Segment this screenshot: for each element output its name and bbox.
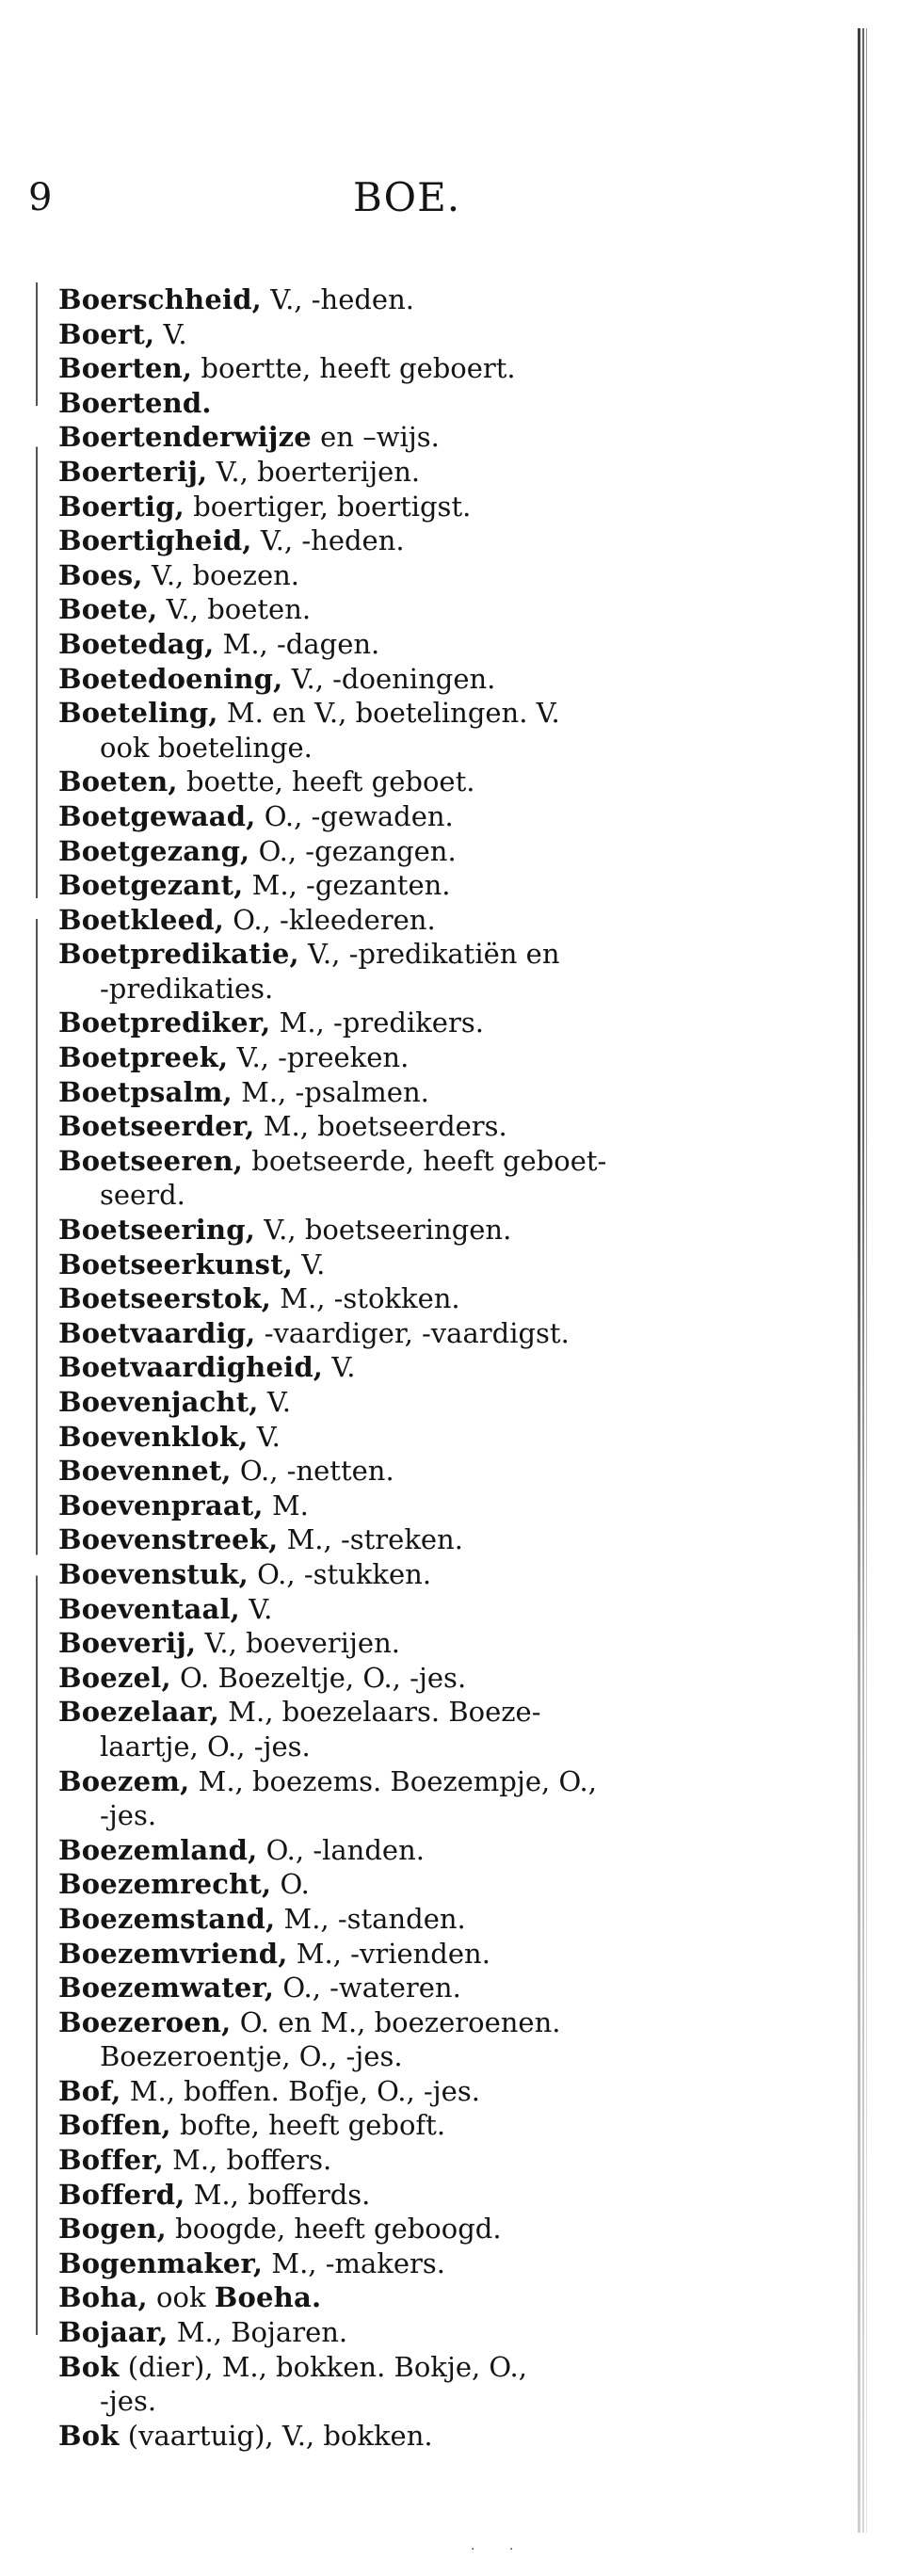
entry-headword: Boezemrecht, <box>58 1868 272 1901</box>
dictionary-entry <box>58 1040 736 1075</box>
dictionary-entry <box>58 1557 736 1592</box>
dictionary-entry <box>58 386 736 421</box>
entry-headword: Boertigheid, <box>58 524 252 557</box>
dictionary-entry <box>58 1213 736 1248</box>
dictionary-entry <box>58 523 736 558</box>
entry-definition: M., -makers. <box>263 2246 446 2279</box>
entry-continuation: Boezeroentje, O., -jes. <box>100 2040 403 2073</box>
entry-headword: Boetpredikatie, <box>58 938 299 971</box>
entry-headword: Boevennet, <box>58 1455 232 1488</box>
entry-definition: O., -netten. <box>231 1455 394 1488</box>
entry-headword: Boffer, <box>58 2144 164 2177</box>
entry-definition: M., bofferds. <box>185 2178 371 2211</box>
entry-definition: V., -heden. <box>261 283 414 315</box>
entry-definition: V., boeten. <box>157 593 312 626</box>
entry-definition: V., -heden. <box>251 524 405 557</box>
entry-headword: Boetprediker, <box>58 1006 271 1039</box>
entry-headword: Boeteling, <box>58 697 218 730</box>
entry-headword: Boerschheid, <box>58 283 262 315</box>
entry-definition: V. <box>323 1351 356 1384</box>
entry-list <box>58 282 736 2453</box>
dictionary-entry <box>58 1006 736 1040</box>
dictionary-entry <box>58 765 736 799</box>
entry-definition: V., boeverijen. <box>196 1627 400 1660</box>
entry-headword: Boetvaardigheid, <box>58 1351 324 1384</box>
dictionary-entry <box>58 1867 736 1902</box>
dictionary-entry <box>58 1833 736 1868</box>
page-number: 9 <box>28 176 53 219</box>
dictionary-entry <box>58 2074 736 2109</box>
column-rule <box>36 282 38 2335</box>
entry-definition: M., -vrienden. <box>287 1937 490 1970</box>
entry-definition: boertiger, boertigst. <box>184 490 472 523</box>
dictionary-entry <box>58 2108 736 2143</box>
entry-continuation: -predikaties. <box>100 972 274 1005</box>
entry-continuation: -jes. <box>100 1799 157 1832</box>
entry-definition: V. <box>293 1248 326 1280</box>
dictionary-entry <box>58 1764 736 1833</box>
dictionary-entry <box>58 662 736 697</box>
entry-headword: Boezemvriend, <box>58 1937 288 1970</box>
dictionary-entry <box>58 558 736 593</box>
entry-headword: Bojaar, <box>58 2316 169 2349</box>
entry-variant-headword: Boeha. <box>214 2281 322 2314</box>
entry-headword: Boezeroen, <box>58 2005 232 2038</box>
dictionary-entry <box>58 834 736 869</box>
dictionary-entry <box>58 1316 736 1351</box>
entry-definition: M., -gezanten. <box>243 869 451 902</box>
entry-definition: O., -kleederen. <box>224 903 436 936</box>
dictionary-entry <box>58 2212 736 2246</box>
entry-definition: O., -wateren. <box>274 1972 461 2004</box>
entry-headword: Boevenpraat, <box>58 1489 264 1521</box>
entry-headword: Boetedag, <box>58 627 215 660</box>
entry-definition: boette, heeft geboet. <box>177 765 475 798</box>
dictionary-entry <box>58 799 736 834</box>
section-title: BOE. <box>353 174 461 220</box>
entry-continuation: ook boetelinge. <box>100 731 313 764</box>
entry-definition: M., -dagen. <box>214 627 380 660</box>
entry-headword: Boetedoening, <box>58 662 283 695</box>
entry-definition: M., boetseerders. <box>254 1110 507 1143</box>
entry-definition: boertte, heeft geboert. <box>192 352 516 385</box>
entry-definition: V., -predikatiën en <box>298 938 560 971</box>
dictionary-entry <box>58 1281 736 1316</box>
entry-definition: O., -stukken. <box>248 1557 432 1590</box>
entry-headword: Boeverij, <box>58 1627 197 1660</box>
entry-headword: Boerten, <box>58 352 193 385</box>
entry-continuation: -jes. <box>100 2385 157 2418</box>
entry-headword: Boetseering, <box>58 1214 256 1247</box>
entry-headword: Boetvaardig, <box>58 1316 256 1349</box>
entry-headword: Bof, <box>58 2074 121 2107</box>
dictionary-entry <box>58 1385 736 1420</box>
entry-headword: Bok <box>58 2350 120 2383</box>
entry-definition: O. <box>271 1868 310 1901</box>
entry-headword: Boevenstreek, <box>58 1523 279 1556</box>
entry-headword: Boetpsalm, <box>58 1075 233 1108</box>
dictionary-entry <box>58 2246 736 2281</box>
entry-definition: V., -preeken. <box>228 1041 410 1074</box>
entry-headword: Boetgezang, <box>58 834 250 867</box>
entry-definition: M., boffers. <box>163 2144 332 2177</box>
entry-headword: Boetgezant, <box>58 869 244 902</box>
entry-headword: Boevenstuk, <box>58 1557 249 1590</box>
entry-continuation: seerd. <box>100 1179 185 1212</box>
entry-definition: bofte, heeft geboft. <box>170 2109 446 2142</box>
entry-headword: Bofferd, <box>58 2178 185 2211</box>
entry-definition: -vaardiger, -vaardigst. <box>255 1316 570 1349</box>
entry-headword: Boevenklok, <box>58 1420 249 1453</box>
entry-headword: Boezel, <box>58 1661 171 1694</box>
entry-headword: Boezem, <box>58 1764 190 1797</box>
dictionary-entry <box>58 592 736 627</box>
entry-definition: boogde, heeft geboogd. <box>166 2213 502 2246</box>
page-header <box>28 169 555 226</box>
dictionary-entry <box>58 1350 736 1385</box>
entry-headword: Boetseerkunst, <box>58 1248 294 1280</box>
dictionary-entry <box>58 1592 736 1627</box>
entry-headword: Boetseerstok, <box>58 1282 272 1315</box>
entry-definition: M., -streken. <box>278 1523 463 1556</box>
entry-definition: M., -standen. <box>275 1902 466 1935</box>
entry-definition: V. <box>248 1420 281 1453</box>
entry-headword: Boertig, <box>58 490 185 523</box>
entry-definition: en –wijs. <box>311 421 440 454</box>
dictionary-entry <box>58 627 736 662</box>
entry-definition: (vaartuig), V., bokken. <box>119 2419 433 2452</box>
dictionary-entry <box>58 2005 736 2074</box>
entry-definition: V. <box>239 1592 273 1625</box>
footer-marks: · · <box>471 2542 529 2557</box>
dictionary-entry <box>58 2178 736 2213</box>
entry-definition: M. en V., boetelingen. V. <box>217 697 560 730</box>
entry-headword: Boerterij, <box>58 455 208 488</box>
entry-headword: Boertend. <box>58 386 212 419</box>
entry-definition: V., boerterijen. <box>207 455 421 488</box>
entry-headword: Boffen, <box>58 2109 171 2142</box>
dictionary-entry <box>58 1626 736 1661</box>
entry-headword: Boevenjacht, <box>58 1386 259 1418</box>
dictionary-entry <box>58 1695 736 1763</box>
dictionary-entry <box>58 1522 736 1557</box>
entry-headword: Boetkleed, <box>58 903 225 936</box>
dictionary-entry <box>58 1248 736 1282</box>
entry-definition: M., -psalmen. <box>232 1075 429 1108</box>
entry-headword: Bogenmaker, <box>58 2246 264 2279</box>
entry-headword: Boeten, <box>58 765 178 798</box>
dictionary-entry <box>58 1144 736 1213</box>
dictionary-entry <box>58 903 736 938</box>
dictionary-entry <box>58 1454 736 1489</box>
entry-definition: O., -landen. <box>257 1833 425 1866</box>
entry-definition: (dier), M., bokken. Bokje, O., <box>119 2350 527 2383</box>
entry-definition: boetseerde, heeft geboet- <box>243 1144 607 1177</box>
entry-definition: V. <box>154 317 187 350</box>
dictionary-entry <box>58 317 736 352</box>
entry-definition: V., -doeningen. <box>282 662 496 695</box>
entry-headword: Boezemland, <box>58 1833 258 1866</box>
dictionary-entry <box>58 1489 736 1523</box>
entry-definition: M., boezelaars. Boeze- <box>219 1696 541 1729</box>
entry-headword: Boezelaar, <box>58 1696 220 1729</box>
dictionary-entry <box>58 2315 736 2350</box>
dictionary-entry <box>58 1075 736 1110</box>
dictionary-entry <box>58 455 736 490</box>
entry-definition: M. <box>263 1489 309 1521</box>
dictionary-entry <box>58 351 736 386</box>
entry-definition: M., Bojaren. <box>168 2316 348 2349</box>
dictionary-entry <box>58 2350 736 2419</box>
entry-definition: O., -gewaden. <box>255 799 454 832</box>
dictionary-entry <box>58 696 736 765</box>
entry-headword: Bok <box>58 2419 120 2452</box>
dictionary-entry <box>58 1661 736 1696</box>
entry-definition: O. en M., boezeroenen. <box>231 2005 561 2038</box>
entry-headword: Bogen, <box>58 2213 167 2246</box>
entry-definition: M., -predikers. <box>270 1006 484 1039</box>
entry-headword: Boetgewaad, <box>58 799 256 832</box>
entry-headword: Boezemstand, <box>58 1902 276 1935</box>
entry-headword: Boha, <box>58 2281 148 2314</box>
entry-definition: M., boezems. Boezempje, O., <box>189 1764 597 1797</box>
dictionary-entry <box>58 937 736 1006</box>
entry-headword: Boetseeren, <box>58 1144 244 1177</box>
entry-headword: Boeventaal, <box>58 1592 240 1625</box>
dictionary-entry <box>58 1420 736 1455</box>
entry-definition: O., -gezangen. <box>249 834 457 867</box>
dictionary-entry <box>58 2419 736 2454</box>
entry-definition: M., boffen. Bofje, O., -jes. <box>121 2074 480 2107</box>
dictionary-entry <box>58 1937 736 1972</box>
entry-definition: O. Boezeltje, O., -jes. <box>170 1661 467 1694</box>
entry-headword: Boete, <box>58 593 158 626</box>
entry-headword: Boetseerder, <box>58 1110 255 1143</box>
dictionary-entry <box>58 1109 736 1144</box>
entry-continuation: laartje, O., -jes. <box>100 1730 311 1763</box>
entry-definition: ook <box>147 2281 215 2314</box>
entry-definition: V. <box>258 1386 291 1418</box>
entry-headword: Boes, <box>58 558 143 591</box>
dictionary-entry <box>58 282 736 317</box>
entry-headword: Boertenderwijze <box>58 421 312 454</box>
entry-headword: Boert, <box>58 317 155 350</box>
dictionary-entry <box>58 490 736 524</box>
dictionary-entry <box>58 420 736 455</box>
dictionary-entry <box>58 1902 736 1937</box>
entry-definition: V., boetseeringen. <box>255 1214 512 1247</box>
dictionary-entry <box>58 1971 736 2005</box>
dictionary-entry <box>58 868 736 903</box>
scan-edge-fade <box>858 1130 871 2533</box>
entry-headword: Boetpreek, <box>58 1041 229 1074</box>
dictionary-entry <box>58 2280 736 2315</box>
entry-headword: Boezemwater, <box>58 1972 275 2004</box>
entry-definition: V., boezen. <box>142 558 300 591</box>
dictionary-entry <box>58 2143 736 2178</box>
entry-definition: M., -stokken. <box>271 1282 460 1315</box>
